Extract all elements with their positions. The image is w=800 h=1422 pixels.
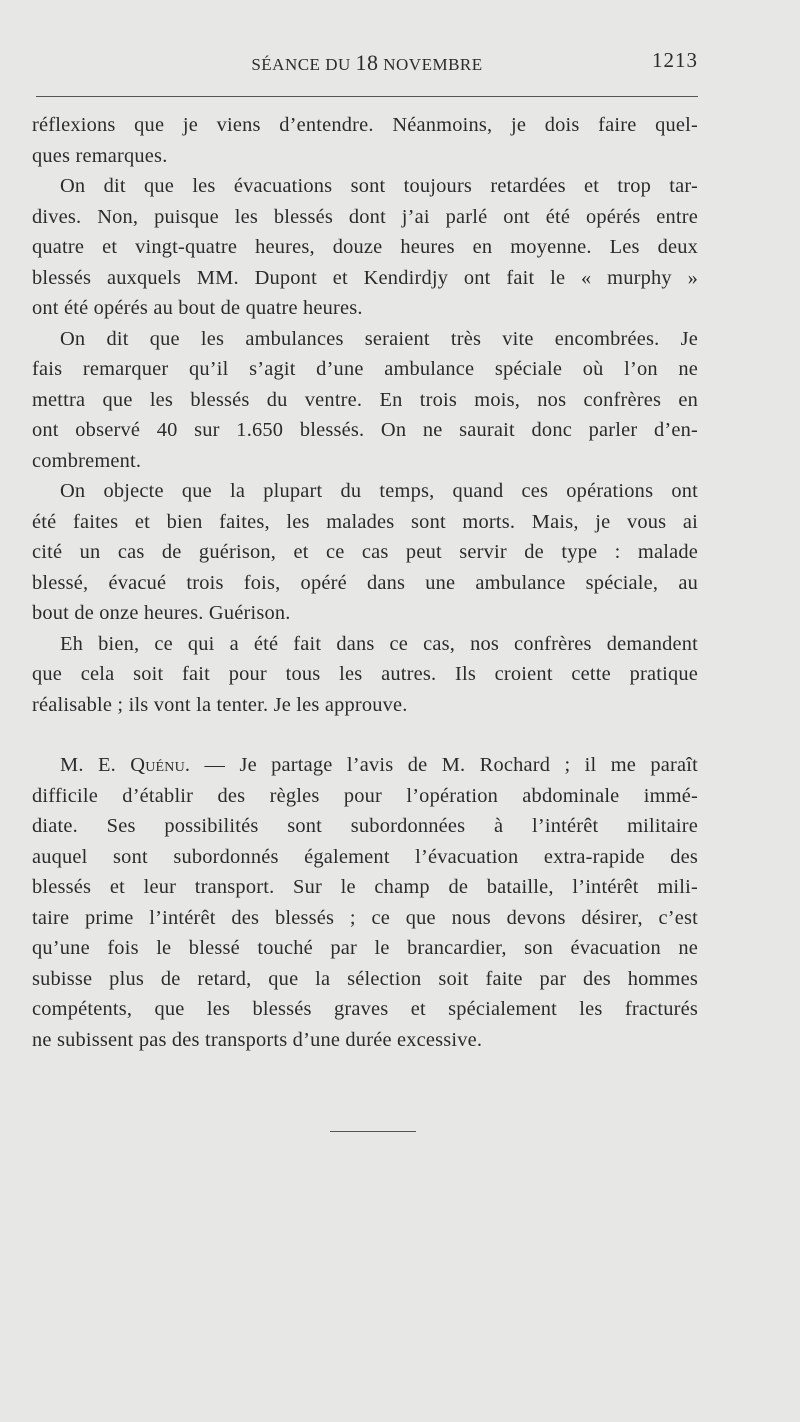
text-line: été faites et bien faites, les malades sont morts. Mais, je vous ai [32,510,698,533]
paragraph [32,324,698,477]
text-line: ont observé 40 sur 1.650 blessés. On ne saurait donc parler d’en- [32,419,698,441]
text-line: réflexions que je viens d’entendre. Néanmoins, je dois faire quel- [32,114,698,136]
speaker-initials: M. E. [60,754,116,776]
paragraph [32,476,698,629]
text-line: subisse plus de retard, que la sélection soit faite par des hommes [32,967,698,990]
text-line: qu’une fois le blessé touché par le brancardier, son évacuation ne [32,937,698,959]
text-line: réalisable ; ils vont la tenter. Je les approuve. [32,693,408,716]
running-title-day: 18 [355,50,379,75]
speaker-name: Quénu. [130,754,191,776]
text-line: mettra que les blessés du ventre. En trois mois, nos confrères en [32,388,698,411]
text-line: que cela soit fait pour tous les autres. Ils croient cette pratique [32,663,698,685]
paragraph-continuation [32,110,698,171]
text-line: auquel sont subordonnés également l’évacuation extra-rapide des [32,845,698,868]
text-line: blessés et leur transport. Sur le champ de bataille, l’intérêt mili- [32,876,698,898]
text-line-indented [32,750,698,781]
text-line: cité un cas de guérison, et ce cas peut servir de type : malade [32,541,698,563]
end-rule [330,1131,416,1132]
text-line: fais remarquer qu’il s’agit d’une ambulance spéciale où l’on ne [32,358,698,380]
header-rule [36,96,698,97]
text-line: bout de onze heures. Guérison. [32,602,291,624]
text-line: ont été opérés au bout de quatre heures. [32,297,363,319]
text-line: combrement. [32,449,142,472]
text-line: blessés auxquels MM. Dupont et Kendirdjy ont fait le « murphy » [32,266,698,289]
text-line-indented: On dit que les ambulances seraient très vite encombrées. Je [60,327,698,350]
text-line: taire prime l’intérêt des blessés ; ce que nous devons désirer, c’est [32,906,698,929]
text-line-indented: Eh bien, ce qui a été fait dans ce cas, nos confrères demandent [60,632,698,655]
text-line: quatre et vingt-quatre heures, douze heures en moyenne. Les deux [32,236,698,258]
running-title-prefix: SÉANCE DU [251,55,351,74]
speaker-paragraph [32,750,698,1055]
text-line: diate. Ses possibilités sont subordonnées à l’intérêt militaire [32,815,698,837]
text-line: compétents, que les blessés graves et spécialement les fracturés [32,998,698,1020]
speaker-first-line: — Je partage l’avis de M. Rochard ; il me paraît [204,754,698,776]
text-line-indented: On dit que les évacuations sont toujours retardées et trop tar- [60,175,698,197]
page-number: 1213 [652,48,698,72]
running-head [36,50,698,80]
text-line-indented: On objecte que la plupart du temps, quand ces opérations ont [60,480,698,502]
text-line: blessé, évacué trois fois, opéré dans une ambulance spéciale, au [32,571,698,594]
text-line: ne subissent pas des transports d’une durée excessive. [32,1028,483,1051]
text-line: ques remarques. [32,144,168,167]
text-line: difficile d’établir des règles pour l’opération abdominale immé- [32,784,698,807]
running-title [36,50,698,76]
paragraph [32,171,698,324]
paragraph [32,629,698,721]
text-line: dives. Non, puisque les blessés dont j’ai parlé ont été opérés entre [32,205,698,228]
body-text [32,110,698,1055]
running-title-month: NOVEMBRE [383,55,483,74]
